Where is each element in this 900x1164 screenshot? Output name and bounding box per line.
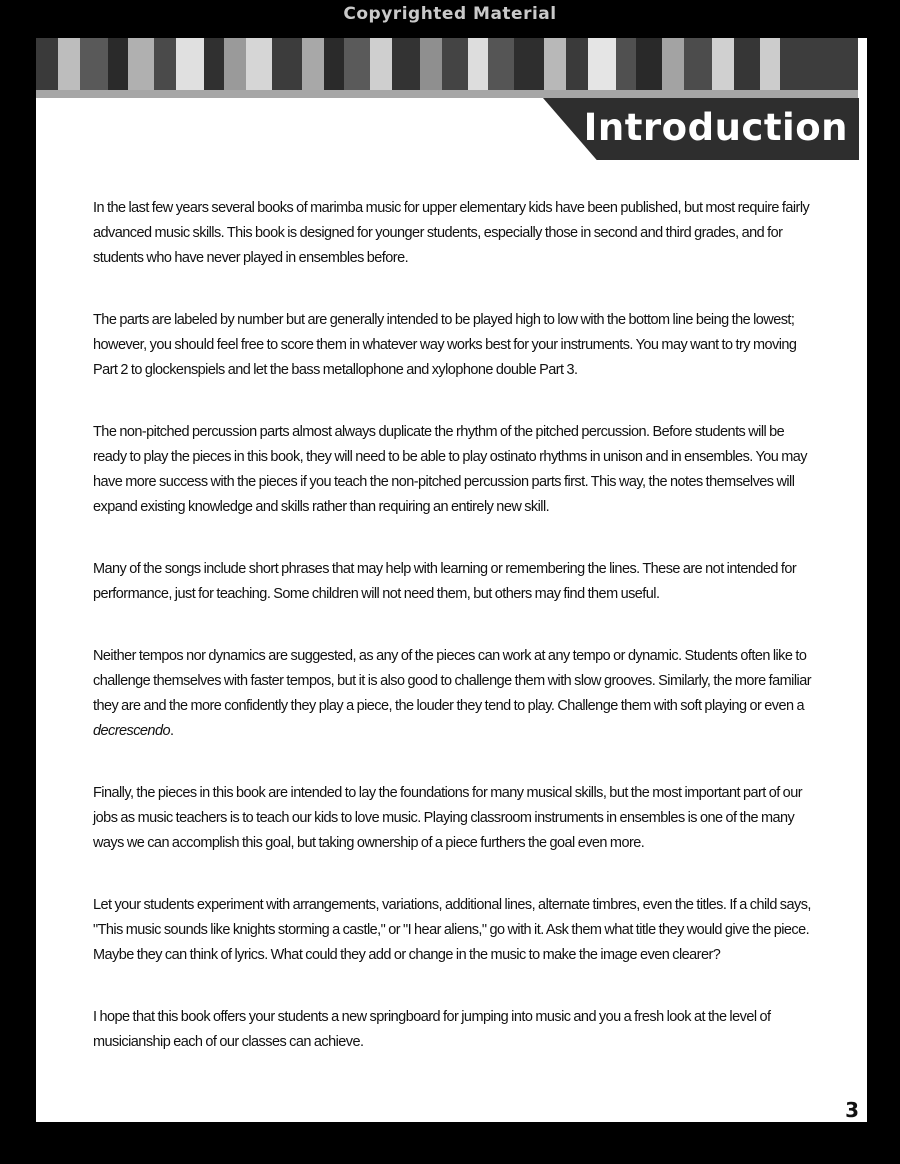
- header-stripe: [566, 38, 588, 90]
- header-stripe: [488, 38, 514, 90]
- paragraph: [93, 557, 815, 607]
- paragraph-text: Neither tempos nor dynamics are suggested, as any of the pieces can work at any tempo or dynamic. Students often like to challenge themselves with faster tempos, but it is also good to challenge them with slow grooves. Similarly, the more familiar they are and the more confidently they play a piece, the louder they tend to play. Challenge them with soft playing or even a: [93, 648, 811, 714]
- header-stripe: [734, 38, 760, 90]
- header-stripe-underline: [36, 90, 858, 98]
- header-stripe: [302, 38, 324, 90]
- paragraph-text: .: [169, 723, 174, 739]
- header-stripe: [468, 38, 488, 90]
- header-stripe: [760, 38, 780, 90]
- body-text: [93, 196, 815, 1092]
- paragraph: [93, 196, 815, 271]
- paragraph-text: The non-pitched percussion parts almost always duplicate the rhythm of the pitched percussion. Before students will be ready to play the pieces in this book, they will need to be able to play ostinato rhythms in unison and in ensembles. You may have more success with the pieces if you teach the non-pitched percussion parts first. This way, the notes themselves will expand existing knowledge and skills rather than requiring an entirely new skill.: [93, 424, 808, 515]
- header-stripe: [616, 38, 636, 90]
- header-stripe: [712, 38, 734, 90]
- paragraph-text: In the last few years several books of marimba music for upper elementary kids have been published, but most require fairly advanced music skills. This book is designed for younger students, especially those in second and third grades, and for students who have never played in ensembles before.: [93, 200, 810, 266]
- header-stripe: [80, 38, 108, 90]
- paragraph: [93, 893, 815, 968]
- page-title: Introduction: [583, 106, 848, 149]
- paragraph: [93, 781, 815, 856]
- header-stripe: [442, 38, 468, 90]
- header-stripe: [662, 38, 684, 90]
- header-stripe: [588, 38, 616, 90]
- header-stripe: [108, 38, 128, 90]
- italic-term: decrescendo: [93, 723, 170, 739]
- header-stripe: [392, 38, 420, 90]
- paragraph: [93, 308, 815, 383]
- header-stripe: [272, 38, 302, 90]
- header-stripe: [344, 38, 370, 90]
- header-stripe: [420, 38, 442, 90]
- copyright-watermark: Copyrighted Material: [343, 4, 557, 24]
- header-stripe: [128, 38, 154, 90]
- header-stripe: [154, 38, 176, 90]
- paragraph: [93, 420, 815, 520]
- header-stripe: [636, 38, 662, 90]
- header-stripe: [36, 38, 58, 90]
- header-stripe: [224, 38, 246, 90]
- header-stripe: [246, 38, 272, 90]
- header-stripe: [780, 38, 858, 90]
- page: [36, 38, 867, 1122]
- paragraph-text: Let your students experiment with arrangements, variations, additional lines, alternate timbres, even the titles. If a child says, "This music sounds like knights storming a castle," or "I hear aliens," go with it. Ask them what title they would give the piece. Maybe they can think of lyrics. What could they add or change in the music to make the image even clearer?: [93, 897, 811, 963]
- header-stripe: [176, 38, 204, 90]
- header-stripes: [36, 38, 858, 90]
- header-stripe: [684, 38, 712, 90]
- header-stripe: [324, 38, 344, 90]
- header-stripe: [514, 38, 544, 90]
- paragraph-text: The parts are labeled by number but are generally intended to be played high to low with the bottom line being the lowest; however, you should feel free to score them in whatever way works best for your instruments. You may want to try moving Part 2 to glockenspiels and let the bass metallophone and xylophone double Part 3.: [93, 312, 797, 378]
- header-stripe: [544, 38, 566, 90]
- paragraph: [93, 1005, 815, 1055]
- header-stripe: [58, 38, 80, 90]
- paragraph-text: Finally, the pieces in this book are intended to lay the foundations for many musical skills, but the most important part of our jobs as music teachers is to teach our kids to love music. Playing classroom instruments in ensembles is one of the many ways we can accomplish this goal, but taking ownership of a piece furthers the goal even more.: [93, 785, 802, 851]
- page-number: 3: [845, 1098, 859, 1122]
- paragraph: [93, 644, 815, 744]
- paragraph-text: I hope that this book offers your students a new springboard for jumping into music and you a fresh look at the level of musicianship each of our classes can achieve.: [93, 1009, 771, 1050]
- header-stripe: [370, 38, 392, 90]
- header-stripe: [204, 38, 224, 90]
- paragraph-text: Many of the songs include short phrases that may help with learning or remembering the lines. These are not intended for performance, just for teaching. Some children will not need them, but others may find them useful.: [93, 561, 797, 602]
